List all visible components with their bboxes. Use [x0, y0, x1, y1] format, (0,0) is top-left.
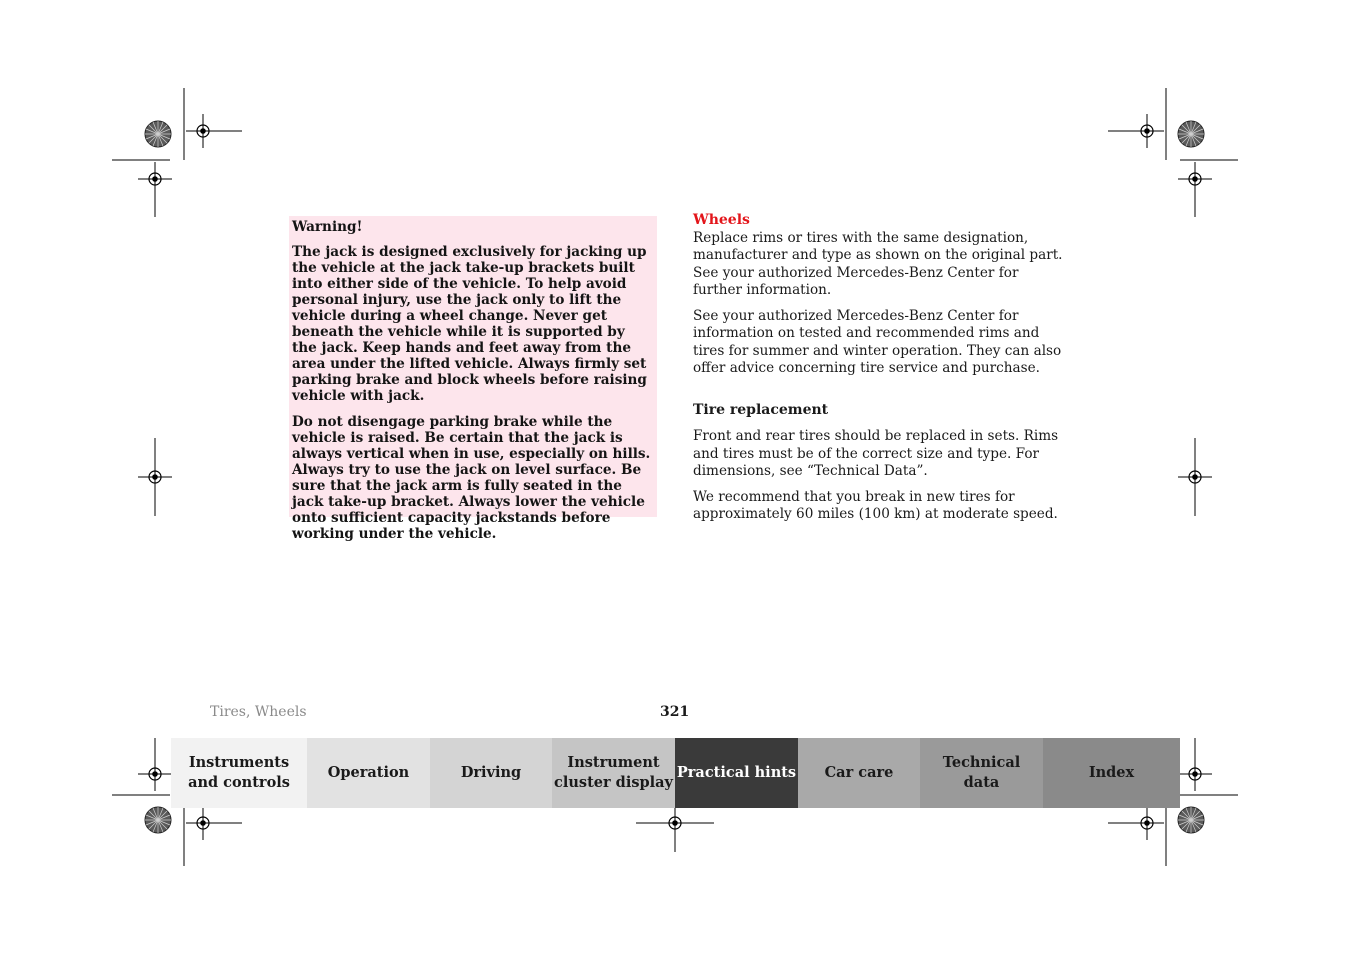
tab-practical-hints[interactable]: Practical hints: [675, 738, 798, 808]
tire-replacement-heading: Tire replacement: [693, 401, 829, 418]
tab-technical-data[interactable]: Technical data: [920, 738, 1043, 808]
tab-driving[interactable]: Driving: [430, 738, 552, 808]
section-label: Tires, Wheels: [210, 704, 307, 720]
tab-instrument-cluster-display[interactable]: Instrument cluster display: [552, 738, 675, 808]
tab-operation[interactable]: Operation: [307, 738, 430, 808]
tab-index[interactable]: Index: [1043, 738, 1180, 808]
tab-instruments-and-controls[interactable]: Instruments and controls: [171, 738, 307, 808]
warning-paragraph: The jack is designed exclusively for jacking up the vehicle at the jack take-up brackets built into either side of the vehicle. To help avoid personal injury, use the jack only to lift the vehicle during a wheel change. Never get beneath the vehicle while it is supported by the jack. Keep hands and feet away from the area under the lifted vehicle. Always firmly set parking brake and block wheels before raising vehicle with jack.: [292, 244, 647, 404]
warning-paragraph: Do not disengage parking brake while the vehicle is raised. Be certain that the jack is always vertical when in use, especially on hills. Always try to use the jack on level surface. Be sure that the jack arm is fully seated in the jack take-up bracket. Always lower the vehicle onto sufficient capacity jackstands before working under the vehicle.: [292, 414, 651, 542]
warning-title: Warning!: [292, 219, 363, 235]
body-paragraph: We recommend that you break in new tires for approximately 60 miles (100 km) at moderate speed.: [693, 488, 1058, 522]
body-paragraph: See your authorized Mercedes-Benz Center for information on tested and recommended rims and tires for summer and winter operation. They can also offer advice concerning tire service and purchase.: [693, 307, 1062, 376]
page-number: 321: [660, 704, 690, 720]
warning-box: [289, 216, 657, 542]
chapter-tab-bar: [171, 738, 1180, 808]
body-paragraph: Replace rims or tires with the same designation, manufacturer and type as shown on the original part. See your authorized Mercedes-Benz Center for further information.: [693, 229, 1063, 298]
wheels-section: [693, 212, 1063, 532]
tab-car-care[interactable]: Car care: [798, 738, 920, 808]
body-paragraph: Front and rear tires should be replaced in sets. Rims and tires must be of the correct size and type. For dimensions, see “Technical Data”.: [693, 428, 1059, 479]
wheels-heading: Wheels: [693, 212, 750, 228]
